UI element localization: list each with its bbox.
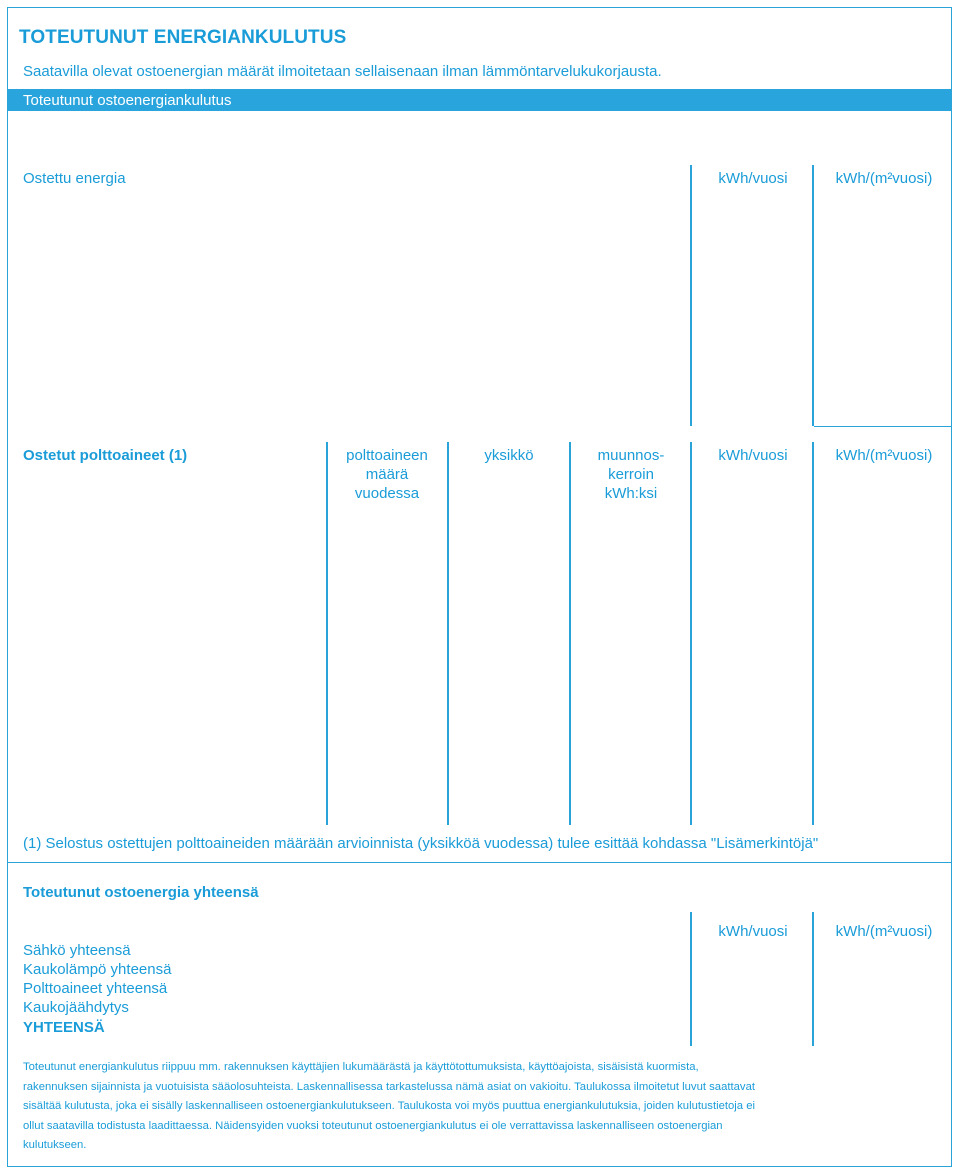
fuels-col-factor-line: muunnos- (597, 447, 665, 464)
fuels-col-factor (572, 446, 690, 503)
disclaimer-line: sisältää kulutusta, joka ei sisälly laskennalliseen ostoenergiankulutukseen. Taulukosta voi myös puuttua energiankulutuksia, joiden kulutustietoja ei (23, 1100, 756, 1112)
page-title: TOTEUTUNUT ENERGIANKULUTUS (19, 27, 347, 48)
fuels-footnote: (1) Selostus ostettujen polttoaineiden määrään arvioinnista (yksikköä vuodessa) tulee esittää kohdassa "Lisämerkintöjä" (23, 835, 819, 852)
disclaimer-line: ollut saatavilla todistusta laadittaessa. Näidensyiden vuoksi toteutunut ostoenergiankulutus ei ole verrattavissa laskennalliseen ostoenergian (23, 1119, 723, 1132)
section-banner-label: Toteutunut ostoenergiankulutus (23, 92, 232, 109)
section-divider (8, 862, 952, 863)
column-divider (690, 912, 692, 1046)
column-divider (447, 442, 449, 825)
fuels-col-factor-line: kerroin (608, 466, 654, 483)
fuels-col-amount (328, 446, 446, 503)
disclaimer-line: rakennuksen sijainnista ja vuotuisista sääolosuhteista. Laskennallisessa tarkastelussa nämä asiat on vakioitu. Taulukossa ilmoitetut luvut saattavat (23, 1080, 755, 1093)
column-divider (812, 442, 814, 825)
purchased-energy-col-kwh-m2: kWh/(m²vuosi) (835, 170, 933, 187)
total-col-kwh: kWh/vuosi (718, 923, 788, 940)
column-divider (812, 165, 814, 426)
column-divider (569, 442, 571, 825)
fuels-col-amount-line: määrä (365, 466, 409, 483)
column-divider (812, 912, 814, 1046)
purchased-fuels-label: Ostetut polttoaineet (1) (23, 447, 188, 464)
fuels-col-unit: yksikkö (484, 447, 534, 464)
total-row-label: Sähkö yhteensä (23, 942, 131, 959)
page-subtitle: Saatavilla olevat ostoenergian määrät ilmoitetaan sellaisenaan ilman lämmöntarvelukukorjausta. (23, 63, 662, 80)
total-energy-label: Toteutunut ostoenergia yhteensä (23, 884, 259, 901)
grand-total-label: YHTEENSÄ (23, 1019, 105, 1036)
fuels-col-amount-line: polttoaineen (346, 447, 428, 464)
fuels-col-kwh: kWh/vuosi (718, 447, 788, 464)
disclaimer-note (23, 1058, 923, 1156)
purchased-energy-col-kwh: kWh/vuosi (718, 170, 788, 187)
disclaimer-line: kulutukseen. (23, 1139, 87, 1151)
total-row-label: Kaukolämpö yhteensä (23, 961, 172, 978)
fuels-col-amount-line: vuodessa (354, 485, 420, 502)
section-banner (8, 89, 951, 111)
fuels-col-kwh-m2: kWh/(m²vuosi) (835, 447, 933, 464)
column-divider (326, 442, 328, 825)
column-divider (690, 165, 692, 426)
row-divider (814, 426, 952, 427)
fuels-col-factor-line: kWh:ksi (604, 485, 658, 502)
column-divider (690, 442, 692, 825)
total-row-label: Kaukojäähdytys (23, 999, 129, 1016)
total-row-label: Polttoaineet yhteensä (23, 980, 168, 997)
disclaimer-line: Toteutunut energiankulutus riippuu mm. rakennuksen käyttäjien lukumäärästä ja käyttötottumuksista, käyttöajoista, sisäisistä kuormista, (23, 1061, 699, 1073)
total-col-kwh-m2: kWh/(m²vuosi) (835, 923, 933, 940)
purchased-energy-label: Ostettu energia (23, 170, 126, 187)
